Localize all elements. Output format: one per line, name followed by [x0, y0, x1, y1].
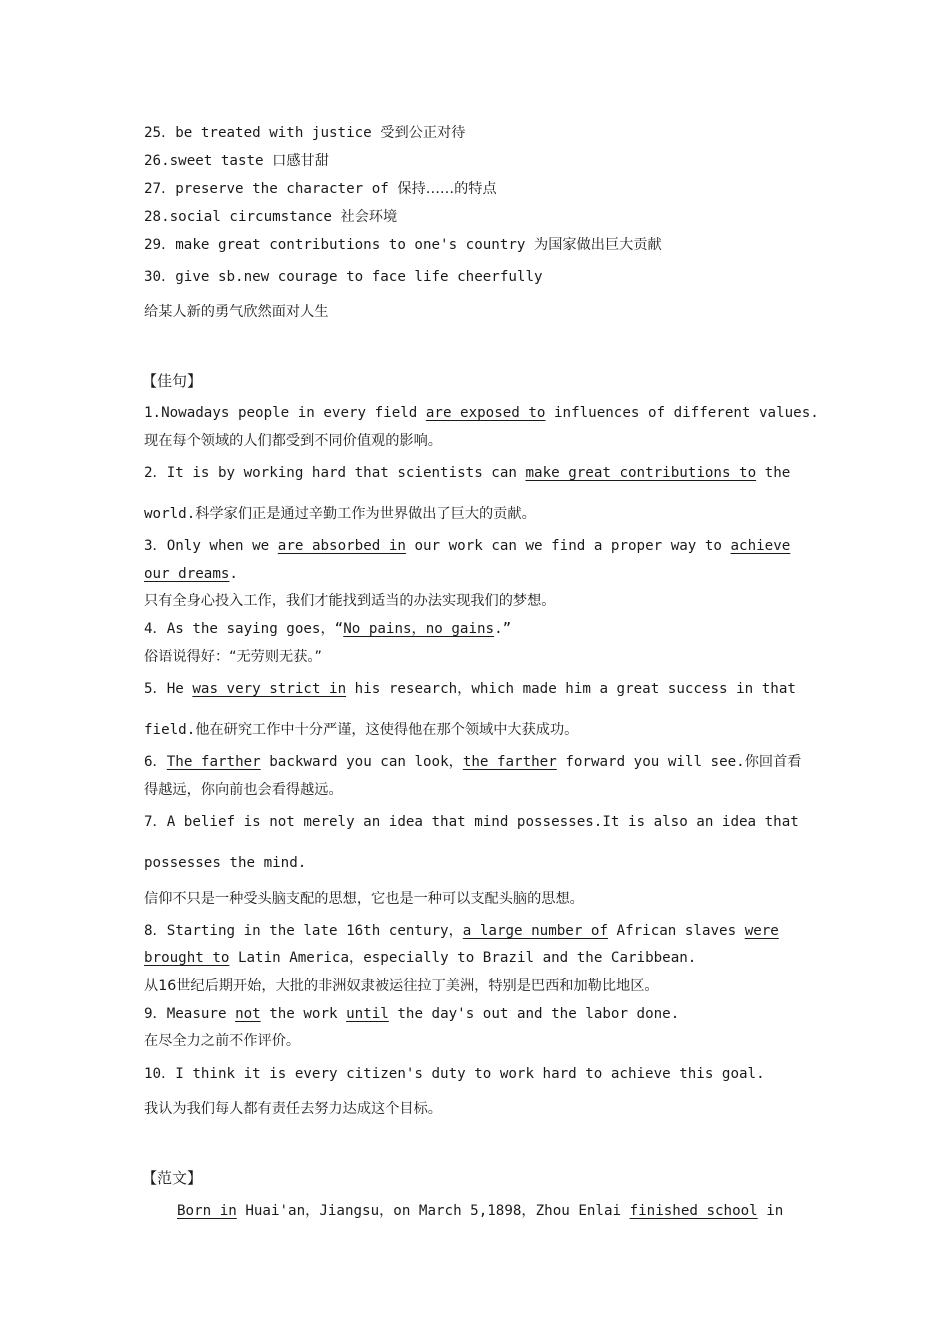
- sentence-9-translation: 在尽全力之前不作评价。: [144, 1033, 301, 1049]
- sentence-10: 10．I think it is every citizen's duty to work hard to achieve this goal.: [144, 1066, 765, 1082]
- sentence-1-translation: 现在每个领域的人们都受到不同价值观的影响。: [144, 433, 442, 449]
- sentence-5: 5．He was very strict in his research，which made him a great success in that: [144, 681, 796, 697]
- essay-line-1: Born in Huai'an，Jiangsu，on March 5,1898，Zhou Enlai finished school in: [177, 1203, 784, 1219]
- sentence-10-translation: 我认为我们每人都有责任去努力达成这个目标。: [144, 1101, 442, 1117]
- sentence-3: 3．Only when we are absorbed in our work can we find a proper way to achieve: [144, 538, 791, 554]
- sentence-8-cont: brought to Latin America，especially to Brazil and the Caribbean.: [144, 950, 697, 966]
- sentence-8: 8．Starting in the late 16th century，a large number of African slaves were: [144, 923, 779, 939]
- sentence-7-cont: possesses the mind.: [144, 855, 307, 871]
- phrase-25: 25．be treated with justice 受到公正对待: [144, 125, 466, 141]
- sentence-8-translation: 从16世纪后期开始，大批的非洲奴隶被运往拉丁美洲，特别是巴西和加勒比地区。: [144, 978, 659, 994]
- phrase-29: 29．make great contributions to one's country 为国家做出巨大贡献: [144, 237, 662, 253]
- phrase-26: 26.sweet taste 口感甘甜: [144, 153, 329, 169]
- sentence-9: 9．Measure not the work until the day's out and the labor done.: [144, 1006, 680, 1022]
- phrase-27: 27．preserve the character of 保持……的特点: [144, 181, 497, 197]
- sentence-2: 2．It is by working hard that scientists can make great contributions to the: [144, 465, 791, 481]
- sentence-3-cont: our dreams.: [144, 566, 238, 582]
- sentence-1: 1.Nowadays people in every field are exposed to influences of different values.: [144, 405, 819, 421]
- sentence-6-cont: 得越远，你向前也会看得越远。: [144, 782, 343, 798]
- heading-essay: 【范文】: [142, 1169, 203, 1187]
- sentence-5-cont: field.他在研究工作中十分严谨，这使得他在那个领域中大获成功。: [144, 722, 579, 738]
- phrase-30-translation: 给某人新的勇气欣然面对人生: [144, 304, 329, 320]
- sentence-4: 4．As the saying goes，“No pains，no gains.”: [144, 621, 512, 637]
- phrase-28: 28.social circumstance 社会环境: [144, 209, 398, 225]
- sentence-3-translation: 只有全身心投入工作，我们才能找到适当的办法实现我们的梦想。: [144, 593, 556, 609]
- heading-sentences: 【佳句】: [142, 372, 203, 390]
- sentence-6: 6．The farther backward you can look，the farther forward you will see.你回首看: [144, 754, 802, 770]
- phrase-30: 30．give sb.new courage to face life cheerfully: [144, 269, 543, 285]
- sentence-2-cont: world.科学家们正是通过辛勤工作为世界做出了巨大的贡献。: [144, 506, 536, 522]
- sentence-7-translation: 信仰不只是一种受头脑支配的思想，它也是一种可以支配头脑的思想。: [144, 891, 584, 907]
- sentence-4-translation: 俗语说得好：“无劳则无获。”: [144, 649, 322, 665]
- sentence-7: 7．A belief is not merely an idea that mind possesses.It is also an idea that: [144, 814, 799, 830]
